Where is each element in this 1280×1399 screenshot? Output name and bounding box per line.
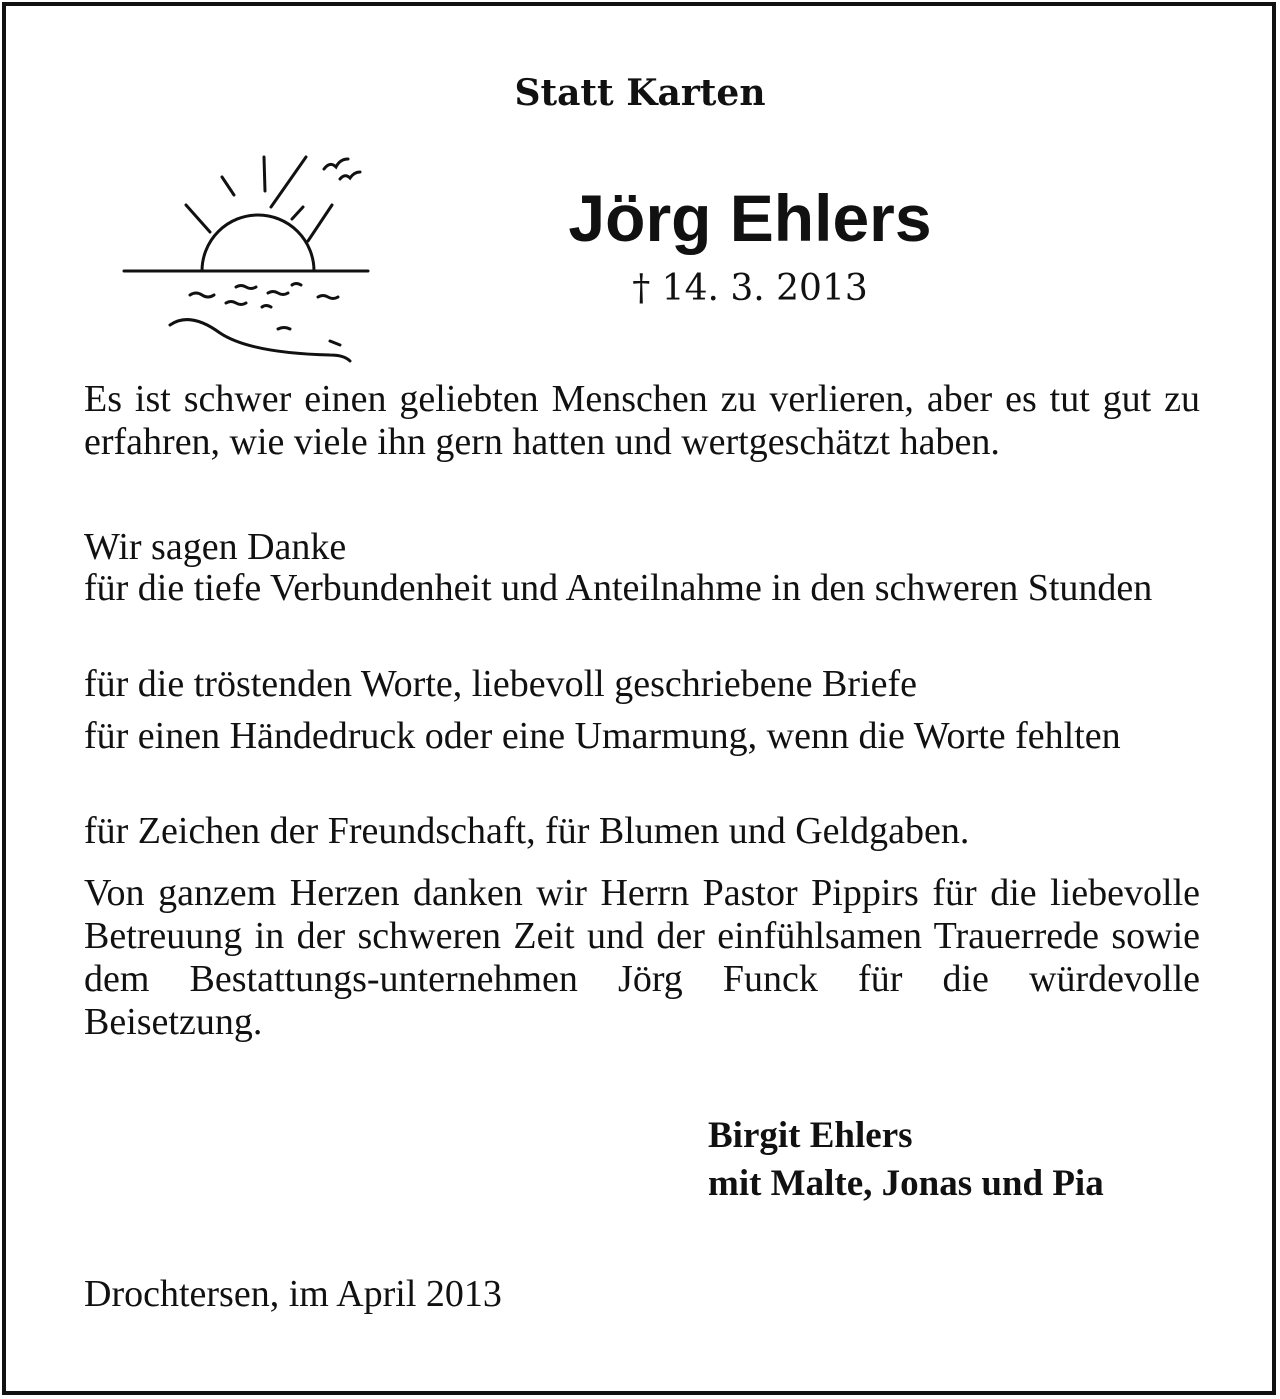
thanks-item: für die tiefe Verbundenheit und Anteilnahme in den schweren Stunden <box>84 567 1153 609</box>
deceased-name: Jörg Ehlers <box>568 181 932 255</box>
closing-paragraph: Von ganzem Herzen danken wir Herrn Pastor Pippirs für die liebevolle Betreuung in der schweren Zeit und der einfühlsamen Trauerrede sowie dem Bestattungs-unternehmen Jörg Funck für die würdevolle Beisetzung. <box>84 872 1200 1043</box>
thanks-item: für einen Händedruck oder eine Umarmung, wenn die Worte fehlten <box>84 715 1121 757</box>
thanks-item: für die tröstenden Worte, liebevoll geschriebene Briefe <box>84 663 917 705</box>
thanks-intro: Wir sagen Danke <box>84 526 347 568</box>
place-date: Drochtersen, im April 2013 <box>84 1273 502 1315</box>
death-date: † 14. 3. 2013 <box>632 268 868 309</box>
signature <box>708 1112 1104 1208</box>
statt-karten-label: Statt Karten <box>514 72 766 114</box>
intro-paragraph: Es ist schwer einen geliebten Menschen zu verlieren, aber es tut gut zu erfahren, wie viele ihn gern hatten und wertgeschätzt haben. <box>84 378 1200 463</box>
signature-name: Birgit Ehlers <box>708 1115 913 1156</box>
thanks-item: für Zeichen der Freundschaft, für Blumen und Geldgaben. <box>84 810 970 852</box>
sunset-sea-icon <box>118 135 378 375</box>
signature-family: mit Malte, Jonas und Pia <box>708 1163 1104 1204</box>
